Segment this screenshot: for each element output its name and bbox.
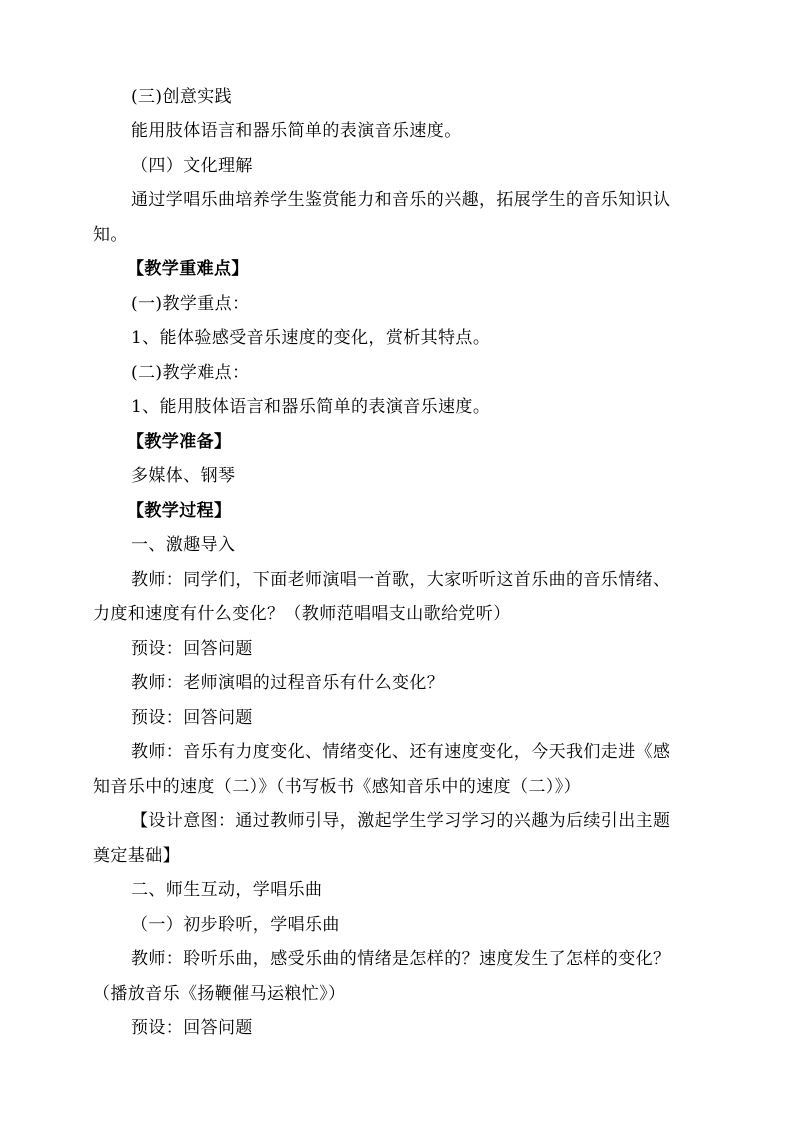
subheading-initial-listening: （一）初步聆听，学唱乐曲 bbox=[131, 915, 340, 935]
paragraph: 教师：同学们，下面老师演唱一首歌，大家听听这首乐曲的音乐情绪、 bbox=[131, 570, 671, 590]
paragraph-continuation: 力度和速度有什么变化？（教师范唱唱支山歌给党听） bbox=[93, 604, 511, 624]
paragraph-continuation: （播放音乐《扬鞭催马运粮忙》） bbox=[93, 984, 346, 1004]
subheading-introduction: 一、激趣导入 bbox=[131, 535, 236, 555]
subheading-key-points: (一)教学重点： bbox=[131, 294, 250, 314]
paragraph: 多媒体、钢琴 bbox=[131, 466, 236, 486]
list-item: 1、能体验感受音乐速度的变化，赏析其特点。 bbox=[131, 328, 491, 348]
paragraph-continuation: 知音乐中的速度（二）》（书写板书《感知音乐中的速度（二）》） bbox=[93, 777, 581, 797]
section-cultural-understanding: （四）文化理解 bbox=[131, 156, 253, 176]
paragraph: 预设：回答问题 bbox=[131, 639, 253, 659]
paragraph: 预设：回答问题 bbox=[131, 1018, 253, 1038]
heading-key-difficult-points: 【教学重难点】 bbox=[127, 259, 249, 279]
heading-teaching-process: 【教学过程】 bbox=[127, 501, 232, 521]
heading-teaching-preparation: 【教学准备】 bbox=[127, 432, 232, 452]
paragraph: 能用肢体语言和器乐简单的表演音乐速度。 bbox=[131, 121, 462, 141]
design-intent-continuation: 奠定基础】 bbox=[93, 846, 180, 866]
paragraph: 教师：聆听乐曲，感受乐曲的情绪是怎样的？速度发生了怎样的变化？ bbox=[131, 949, 671, 969]
paragraph: 教师：老师演唱的过程音乐有什么变化？ bbox=[131, 673, 445, 693]
paragraph: 通过学唱乐曲培养学生鉴赏能力和音乐的兴趣，拓展学生的音乐知识认 bbox=[131, 190, 671, 210]
paragraph-continuation: 知。 bbox=[93, 225, 128, 245]
subheading-difficult-points: (二)教学难点： bbox=[131, 363, 250, 383]
design-intent: 【设计意图：通过教师引导，激起学生学习学习的兴趣为后续引出主题 bbox=[131, 811, 671, 831]
section-creative-practice: (三)创意实践 bbox=[131, 87, 233, 107]
list-item: 1、能用肢体语言和器乐简单的表演音乐速度。 bbox=[131, 397, 491, 417]
paragraph: 预设：回答问题 bbox=[131, 708, 253, 728]
subheading-interaction: 二、师生互动，学唱乐曲 bbox=[131, 880, 323, 900]
paragraph: 教师：音乐有力度变化、情绪变化、还有速度变化，今天我们走进《感 bbox=[131, 742, 671, 762]
